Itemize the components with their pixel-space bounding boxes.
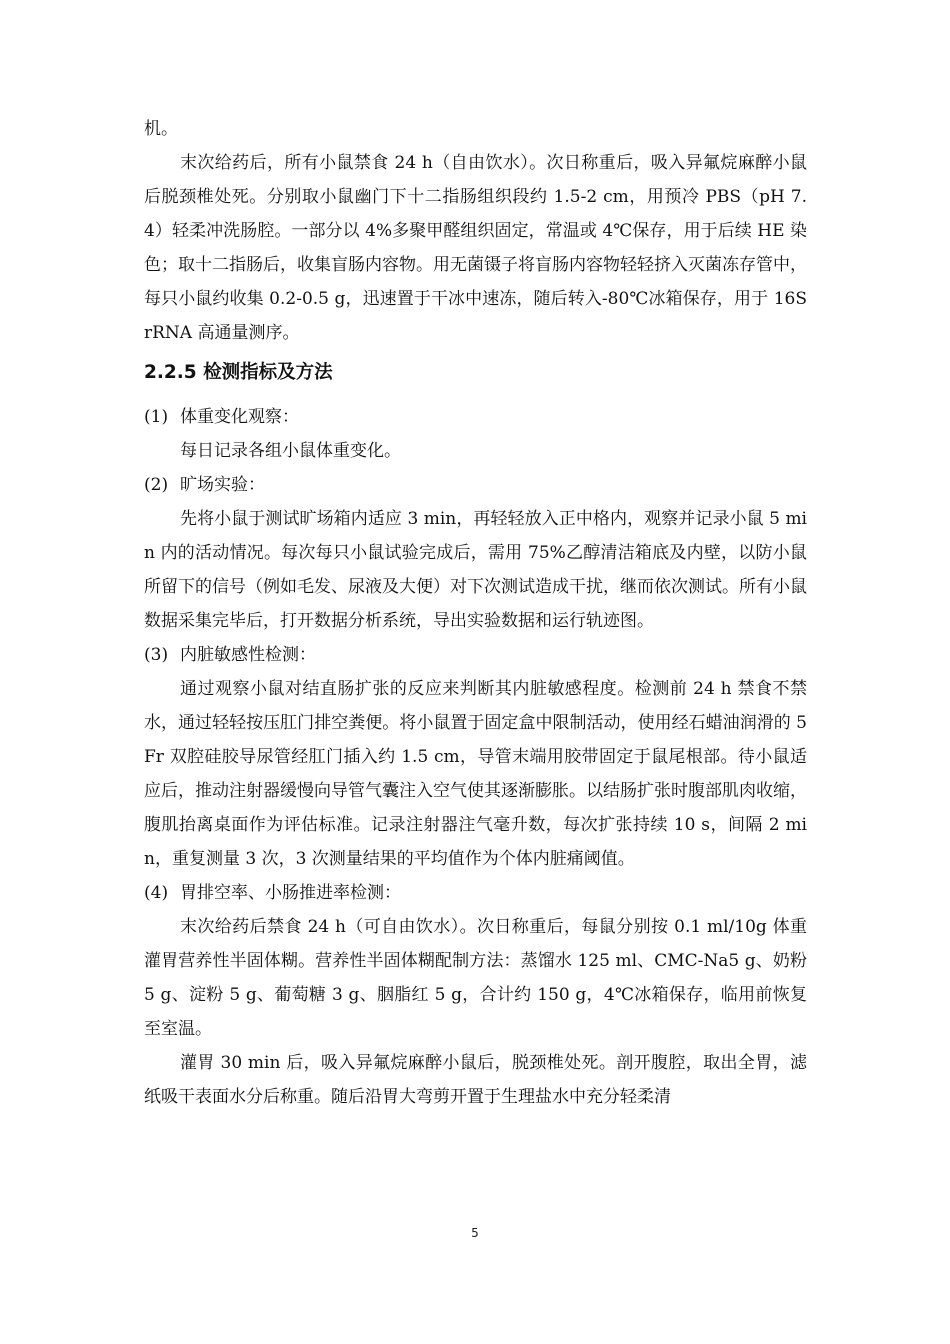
paragraph-visceral-sensitivity: 通过观察小鼠对结直肠扩张的反应来判断其内脏敏感程度。检测前 24 h 禁食不禁水，通过轻轻按压肛门排空粪便。将小鼠置于固定盒中限制活动，使用经石蜡油润滑的 5Fr 双腔硅胶导尿管经肛门插入约 1.5 cm，导管末端用胶带固定于鼠尾根部。待小鼠适应后，推动注射器缓慢向导管气囊注入空气使其逐渐膨胀。以结肠扩张时腹部肌肉收缩，腹肌抬离桌面作为评估标准。记录注射器注气毫升数，每次扩张持续 10 s，间隔 2 min，重复测量 3 次，3 次测量结果的平均值作为个体内脏痛阈值。 bbox=[144, 679, 807, 869]
list-item-title bbox=[144, 468, 807, 502]
paragraph-continuation: 机。 bbox=[144, 119, 178, 139]
list-item-label: 旷场实验： bbox=[180, 475, 265, 495]
list-item-title bbox=[144, 876, 807, 910]
paragraph-gavage: 灌胃 30 min 后，吸入异氟烷麻醉小鼠后，脱颈椎处死。剖开腹腔，取出全胃，滤纸吸干表面水分后称重。随后沿胃大弯剪开置于生理盐水中充分轻柔清 bbox=[144, 1053, 807, 1107]
paragraph-sampling: 末次给药后，所有小鼠禁食 24 h（自由饮水）。次日称重后，吸入异氟烷麻醉小鼠后脱颈椎处死。分别取小鼠幽门下十二指肠组织段约 1.5-2 cm，用预冷 PBS（pH 7.4）轻柔冲洗肠腔。一部分以 4%多聚甲醛组织固定，常温或 4℃保存，用于后续 HE 染色；取十二指肠后，收集盲肠内容物。用无菌镊子将盲肠内容物轻轻挤入灭菌冻存管中，每只小鼠约收集 0.2-0.5 g，迅速置于干冰中速冻，随后转入-80℃冰箱保存，用于 16S rRNA 高通量测序。 bbox=[144, 153, 807, 343]
list-item-label: 体重变化观察： bbox=[180, 407, 299, 427]
list-item-label: 内脏敏感性检测： bbox=[180, 645, 316, 665]
paragraph-body-weight: 每日记录各组小鼠体重变化。 bbox=[180, 441, 401, 461]
paragraph-open-field: 先将小鼠于测试旷场箱内适应 3 min，再轻轻放入正中格内，观察并记录小鼠 5 min 内的活动情况。每次每只小鼠试验完成后，需用 75%乙醇清洁箱底及内壁，以防小鼠所留下的信号（例如毛发、尿液及大便）对下次测试造成干扰，继而依次测试。所有小鼠数据采集完毕后，打开数据分析系统，导出实验数据和运行轨迹图。 bbox=[144, 509, 807, 631]
document-body bbox=[144, 112, 807, 1114]
list-item-label: 胃排空率、小肠推进率检测： bbox=[180, 883, 401, 903]
list-item-number: (2) bbox=[144, 475, 169, 495]
section-heading: 2.2.5 检测指标及方法 bbox=[144, 362, 333, 383]
list-item-number: (3) bbox=[144, 645, 169, 665]
list-item-title bbox=[144, 638, 807, 672]
list-item-number: (4) bbox=[144, 883, 169, 903]
list-item-number: (1) bbox=[144, 407, 169, 427]
list-item-title bbox=[144, 400, 807, 434]
page-number: 5 bbox=[471, 1226, 479, 1240]
paragraph-gastric-emptying: 末次给药后禁食 24 h（可自由饮水）。次日称重后，每鼠分别按 0.1 ml/10g 体重灌胃营养性半固体糊。营养性半固体糊配制方法：蒸馏水 125 ml、CMC-Na5 g、奶粉 5 g、淀粉 5 g、葡萄糖 3 g、胭脂红 5 g，合计约 150 g，4℃冰箱保存，临用前恢复至室温。 bbox=[144, 917, 807, 1039]
